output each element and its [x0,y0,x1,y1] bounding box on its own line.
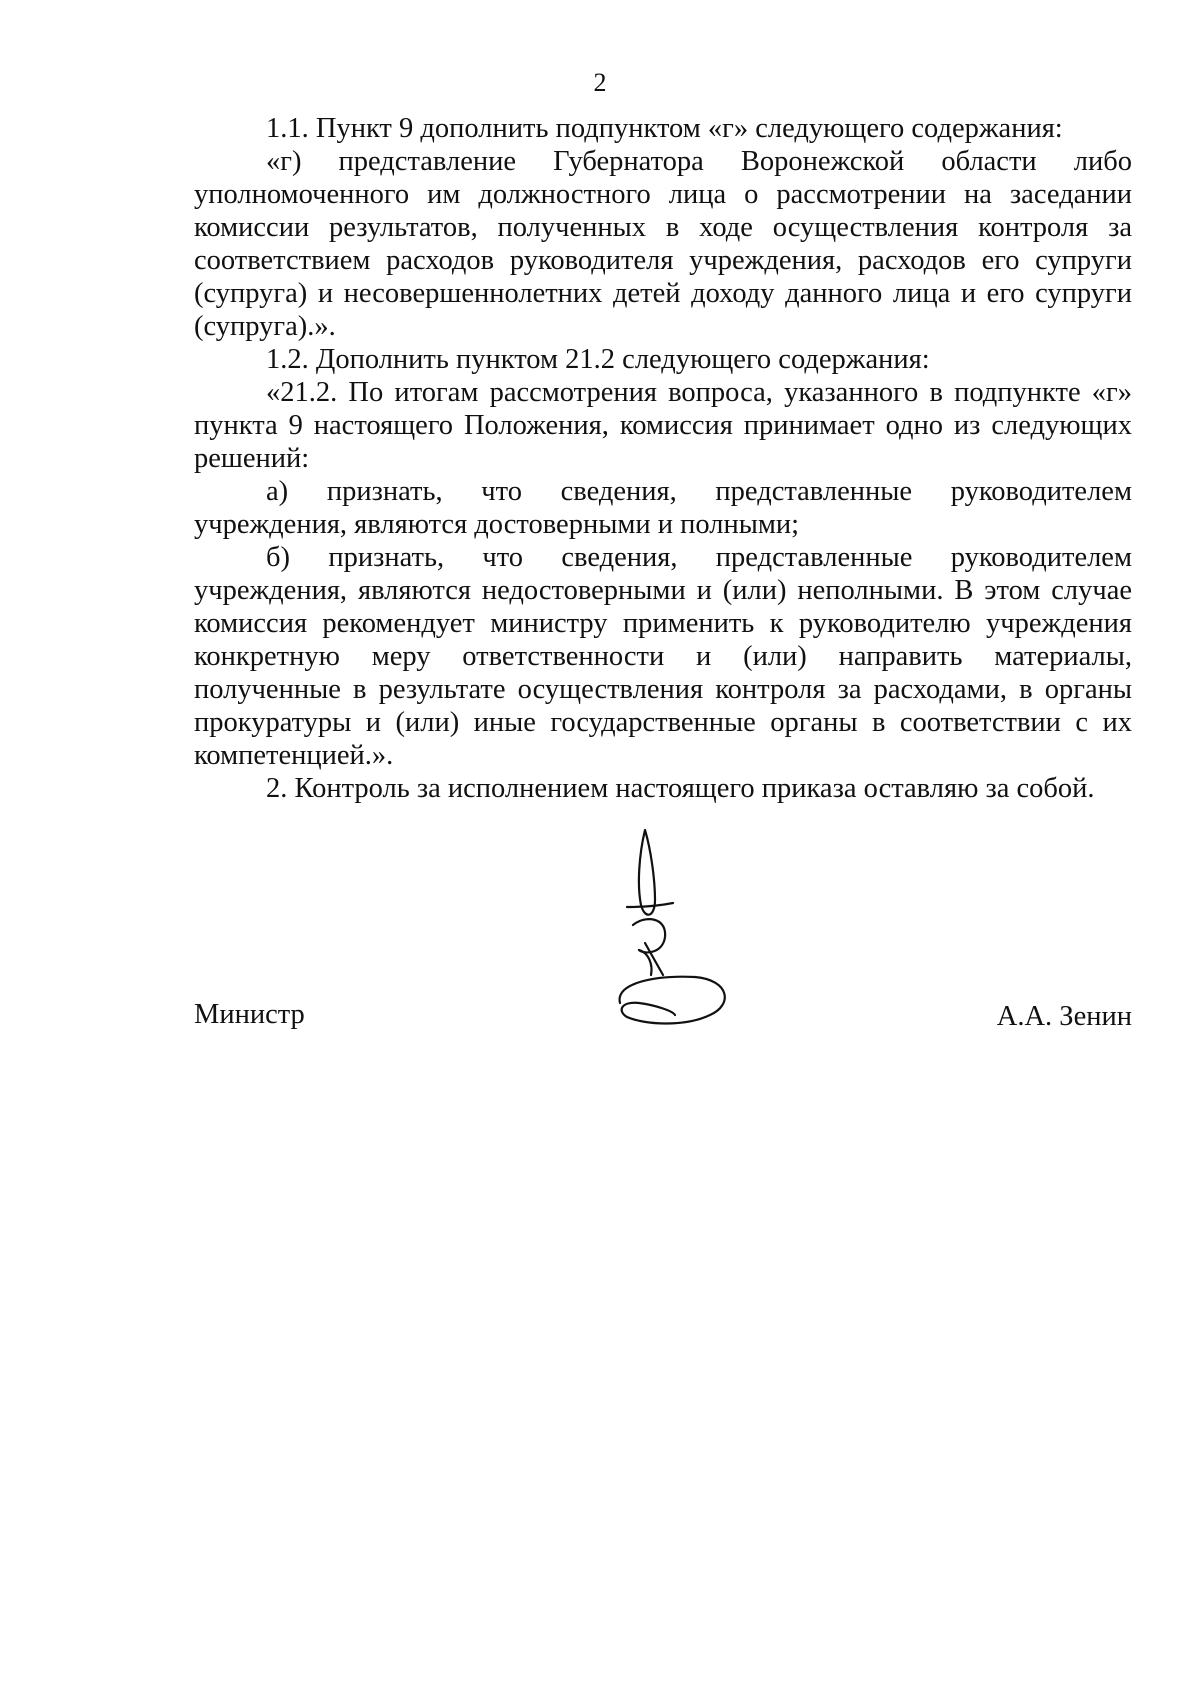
paragraph-decision-b: б) признать, что сведения, представленные руководителем учреждения, являются недостоверными и (или) неполными. В этом случае комиссия рекомендует министру применить к руководителю учреждения конкретную меру ответственности и (или) направить материалы, полученные в результате осуществления контроля за расходами, в органы прокуратуры и (или) иные государственные органы в соответствии с их компетенцией.». [194,542,1132,771]
page-number: 2 [593,68,607,97]
paragraph-subpoint-g: «г) представление Губернатора Воронежской области либо уполномоченного им должностного лица о рассмотрении на заседании комиссии результатов, полученных в ходе осуществления контроля за соответствием расходов руководителя учреждения, расходов его супруги (супруга) и несовершеннолетних детей доходу данного лица и его супруги (супруга).». [194,146,1132,342]
paragraph-21-2: «21.2. По итогам рассмотрения вопроса, указанного в подпункте «г» пункта 9 настоящего Положения, комиссия принимает одно из следующих решений: [194,377,1132,474]
paragraph-1-2: 1.2. Дополнить пунктом 21.2 следующего содержания: [266,344,930,375]
document-body [194,112,1132,805]
signature-block [194,990,1132,1030]
paragraph-decision-a: а) признать, что сведения, представленные руководителем учреждения, являются достоверными и полными; [194,476,1132,540]
paragraph-2: 2. Контроль за исполнением настоящего приказа оставляю за собой. [266,773,1095,804]
signer-name: А.А. Зенин [996,1001,1132,1032]
paragraph-1-1: 1.1. Пункт 9 дополнить подпунктом «г» следующего содержания: [266,113,1063,144]
signer-title: Министр [194,999,305,1030]
